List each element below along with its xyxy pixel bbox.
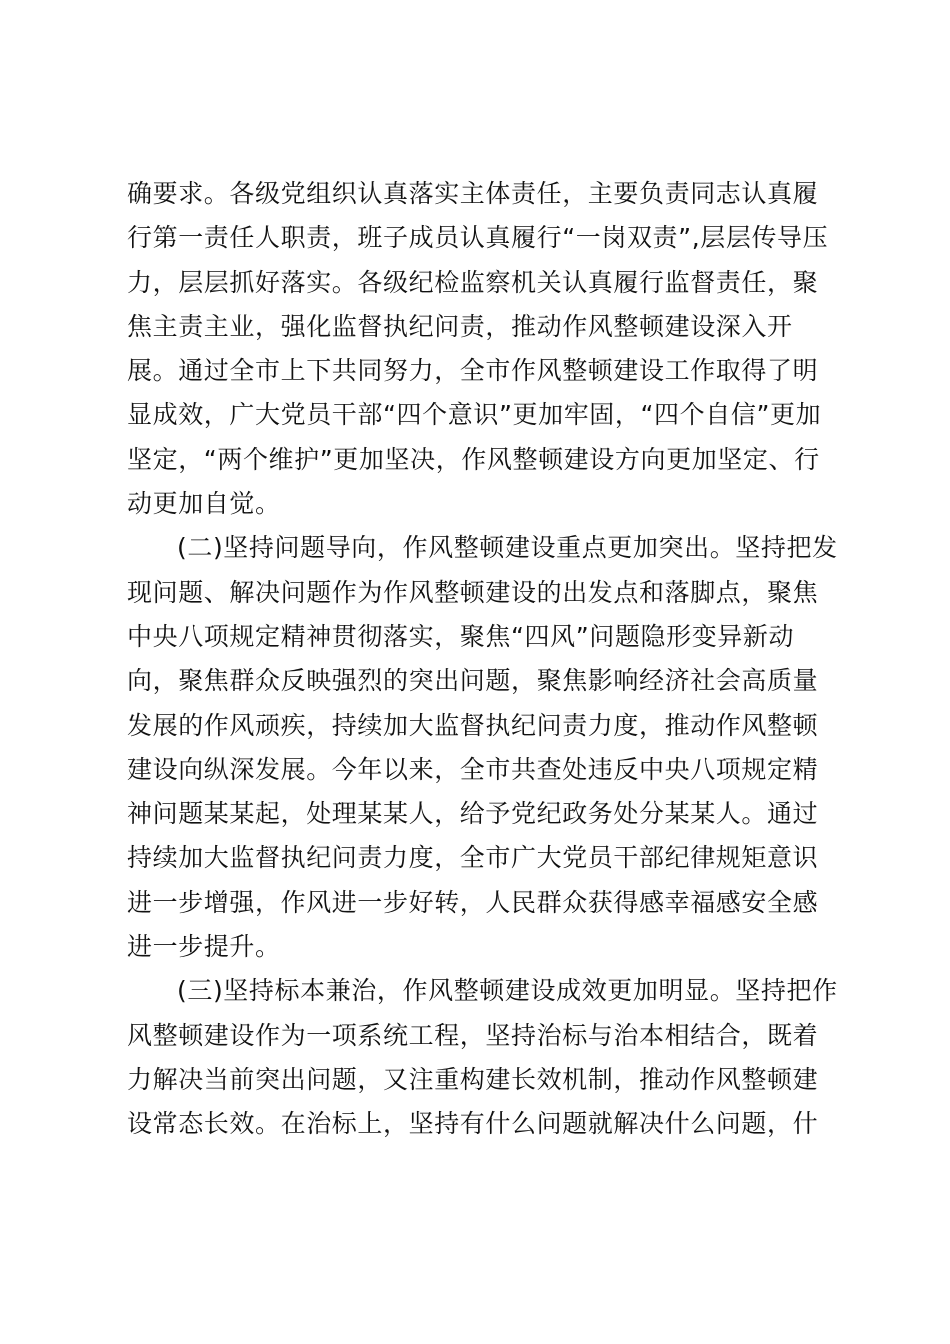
section-heading-line: (三)坚持标本兼治，作风整顿建设成效更加明显。坚持把作	[177, 976, 838, 1006]
text-line: 动更加自觉。	[127, 489, 281, 519]
text-line: 设常态长效。在治标上，坚持有什么问题就解决什么问题，什	[127, 1109, 819, 1139]
text-line: 现问题、解决问题作为作风整顿建设的出发点和落脚点，聚焦	[127, 577, 819, 607]
text-line: 力，层层抓好落实。各级纪检监察机关认真履行监督责任，聚	[127, 267, 819, 297]
text-line: 持续加大监督执纪问责力度，全市广大党员干部纪律规矩意识	[127, 843, 819, 873]
text-line: 坚定，“两个维护”更加坚决，作风整顿建设方向更加坚定、行	[127, 444, 820, 474]
text-line: 神问题某某起，处理某某人，给予党纪政务处分某某人。通过	[127, 799, 819, 829]
text-line: 力解决当前突出问题，又注重构建长效机制，推动作风整顿建	[127, 1064, 819, 1094]
text-line: 风整顿建设作为一项系统工程，坚持治标与治本相结合，既着	[127, 1020, 819, 1050]
text-line: 进一步提升。	[127, 932, 281, 962]
text-line: 焦主责主业，强化监督执纪问责，推动作风整顿建设深入开	[127, 311, 793, 341]
text-line: 向，聚焦群众反映强烈的突出问题，聚焦影响经济社会高质量	[127, 666, 819, 696]
text-line: 发展的作风顽疾，持续加大监督执纪问责力度，推动作风整顿	[127, 710, 819, 740]
text-line: 中央八项规定精神贯彻落实，聚焦“四风”问题隐形变异新动	[127, 621, 795, 651]
text-line: 进一步增强，作风进一步好转，人民群众获得感幸福感安全感	[127, 887, 819, 917]
text-line: 行第一责任人职责，班子成员认真履行“一岗双责”,层层传导压	[127, 223, 829, 253]
body-text	[127, 172, 838, 1147]
section-heading-line: (二)坚持问题导向，作风整顿建设重点更加突出。坚持把发	[177, 533, 838, 563]
text-line: 建设向纵深发展。今年以来，全市共查处违反中央八项规定精	[127, 754, 819, 784]
text-line: 展。通过全市上下共同努力，全市作风整顿建设工作取得了明	[127, 356, 819, 386]
text-line: 确要求。各级党组织认真落实主体责任，主要负责同志认真履	[127, 179, 819, 208]
text-line: 显成效，广大党员干部“四个意识”更加牢固，“四个自信”更加	[127, 400, 822, 430]
